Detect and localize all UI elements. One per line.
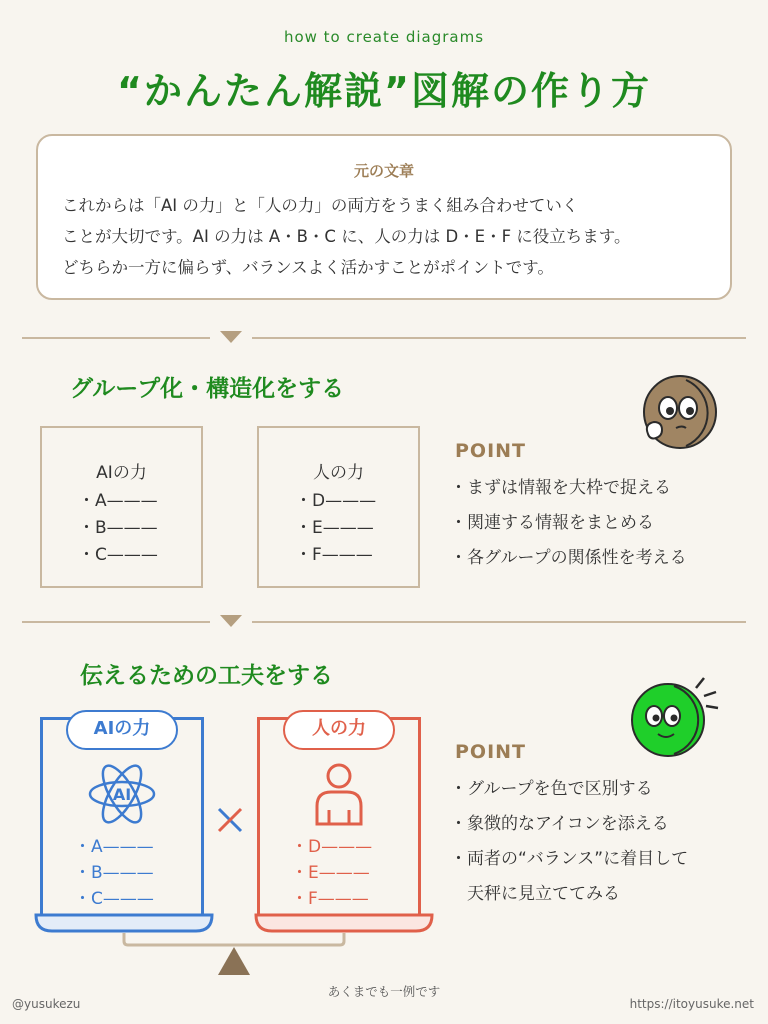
card-label-human: 人の力 [283, 710, 395, 750]
divider-right [252, 337, 746, 339]
point-item: ・まずは情報を大枠で捉える [450, 478, 671, 498]
group-items-ai [78, 488, 158, 569]
list-item: ・C——— [78, 545, 158, 565]
group-title-ai: AIの力 [96, 463, 147, 483]
author-url: https://itoyusuke.net [629, 997, 754, 1011]
author-handle: @yusukezu [12, 997, 81, 1011]
footer-note: あくまでも一例です [327, 984, 441, 999]
group-box-ai [40, 426, 203, 588]
point-item: ・象徴的なアイコンを添える [450, 814, 669, 834]
point-item: ・グループを色で区別する [450, 779, 653, 799]
group-box-human [257, 426, 420, 588]
list-item: ・A——— [74, 837, 154, 857]
divider-left [22, 621, 210, 623]
point-item: ・各グループの関係性を考える [450, 548, 687, 568]
section-title-design: 伝えるための工夫をする [80, 663, 333, 689]
card-label-ai: AIの力 [66, 710, 178, 750]
list-item: ・B——— [78, 518, 158, 538]
point-list [450, 772, 688, 912]
original-text-label: 元の文章 [353, 162, 414, 180]
person-icon [311, 762, 367, 828]
section-title-grouping: グループ化・構造化をする [70, 376, 345, 402]
face-smiling-icon [624, 670, 724, 760]
card-items-ai [74, 834, 154, 912]
point-item: 天秤に見立ててみる [450, 884, 620, 904]
point-list [450, 471, 687, 576]
list-item: ・F——— [295, 545, 373, 565]
point-label: POINT [455, 440, 527, 462]
list-item: ・D——— [295, 491, 377, 511]
atom-ai-icon-label: AI [112, 785, 132, 804]
card-items-human [291, 834, 372, 912]
face-thinking-icon [636, 372, 720, 456]
original-text-box [36, 134, 732, 300]
list-item: ・A——— [78, 491, 158, 511]
point-item: ・関連する情報をまとめる [450, 513, 654, 533]
divider-right [252, 621, 746, 623]
list-item: ・E——— [291, 863, 370, 883]
list-item: ・D——— [291, 837, 373, 857]
page-title: “かんたん解説”図解の作り方 [117, 69, 651, 113]
down-arrow-icon [220, 615, 242, 627]
list-item: ・B——— [74, 863, 154, 883]
group-title-human: 人の力 [313, 463, 364, 483]
original-text-line: どちらか一方に偏らず、バランスよく活かすことがポイントです。 [62, 258, 554, 277]
list-item: ・C——— [74, 889, 154, 909]
divider-left [22, 337, 210, 339]
point-label: POINT [455, 741, 527, 763]
original-text-line: ことが大切です。AI の力は A・B・C に、人の力は D・E・F に役立ちます。 [62, 227, 631, 246]
subtitle: how to create diagrams [283, 28, 485, 46]
point-item: ・両者の“バランス”に着目して [450, 849, 689, 869]
balance-scale-icon [30, 905, 440, 980]
original-text-line: これからは「AI の力」と「人の力」の両方をうまく組み合わせていく [62, 196, 579, 215]
atom-ai-icon [86, 762, 158, 826]
down-arrow-icon [220, 331, 242, 343]
list-item: ・E——— [295, 518, 374, 538]
cross-icon [216, 806, 244, 834]
list-item: ・F——— [291, 889, 369, 909]
original-text-body [62, 190, 706, 283]
group-items-human [295, 488, 376, 569]
